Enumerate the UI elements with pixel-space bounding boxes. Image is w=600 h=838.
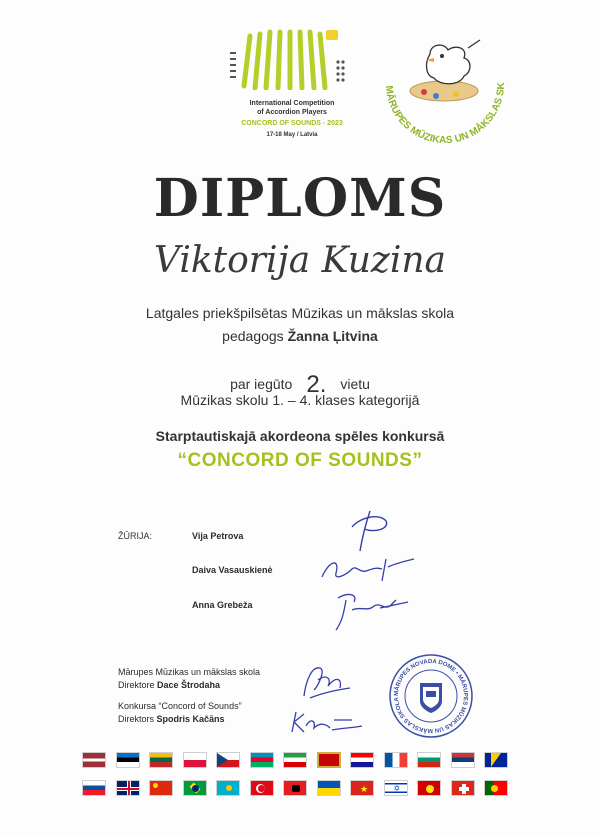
- brazil-flag: [183, 780, 207, 796]
- accordion-icon: [222, 28, 362, 90]
- signature-icon: [286, 704, 366, 738]
- signature-icon: [316, 553, 416, 587]
- bird-palette-icon: [372, 36, 512, 152]
- flags-row-1: [82, 752, 508, 768]
- uk-flag: [116, 780, 140, 796]
- director-school-line: [118, 679, 318, 692]
- serbia-flag: [451, 752, 475, 768]
- portugal-flag: [484, 780, 508, 796]
- israel-flag: ✡: [384, 780, 408, 796]
- place-after: vietu: [340, 376, 370, 392]
- slovakia-flag: [82, 780, 106, 796]
- director-contest-name: Spodris Kačāns: [156, 714, 225, 724]
- montenegro-flag: [317, 752, 341, 768]
- school-logo-text: MĀRUPES MŪZIKAS UN MĀKSLAS SK: [382, 82, 508, 147]
- jury-member: Daiva Vasauskienė: [192, 565, 273, 575]
- contest-line: Starptautiskajā akordeona spēles konkursā: [155, 428, 445, 444]
- teacher-name: Žanna Ļitvina: [287, 328, 378, 344]
- director-school-name: Dace Štrodaha: [157, 680, 221, 690]
- jury-member: Anna Grebeža: [192, 600, 253, 610]
- director-contest: Konkursa “Concord of Sounds”: [118, 701, 242, 711]
- signature-icon: [324, 588, 414, 634]
- north-macedonia-flag: [417, 780, 441, 796]
- ukraine-flag: [317, 780, 341, 796]
- director-school-title: Direktore: [118, 680, 155, 690]
- signature-icon: [296, 660, 356, 704]
- competition-logo-line2: of Accordion Players: [257, 109, 327, 116]
- poland-flag: [183, 752, 207, 768]
- latvia-flag: [82, 752, 106, 768]
- bulgaria-flag: [417, 752, 441, 768]
- estonia-flag: [116, 752, 140, 768]
- signature-icon: [330, 505, 410, 555]
- vietnam-flag: ★: [350, 780, 374, 796]
- contest-name: “CONCORD OF SOUNDS”: [177, 450, 423, 471]
- jury-member: Vija Petrova: [192, 531, 244, 541]
- jury-label: ŽŪRIJA:: [118, 531, 153, 541]
- france-flag: [384, 752, 408, 768]
- recipient-name: Viktorija Kuzina: [153, 240, 447, 281]
- teacher-line: [0, 328, 600, 344]
- competition-logo: [222, 28, 362, 148]
- bosnia-flag: [484, 752, 508, 768]
- stamp-text: MĀRUPES NOVADA DOME • MĀRUPES MŪZIKAS UN MĀKSLAS SKOLA: [393, 658, 469, 734]
- diploma-title: DIPLOMS: [153, 168, 447, 229]
- switzerland-flag: [451, 780, 475, 796]
- azerbaijan-flag: [250, 752, 274, 768]
- lithuania-flag: [149, 752, 173, 768]
- croatia-flag: [350, 752, 374, 768]
- school-logo: [372, 36, 512, 152]
- teacher-prefix: pedagogs: [222, 328, 284, 344]
- place-number: 2.: [306, 371, 327, 398]
- turkey-flag: [250, 780, 274, 796]
- director-contest-title: Direktors: [118, 714, 155, 724]
- czech-flag: [216, 752, 240, 768]
- competition-logo-line1: International Competition: [249, 100, 335, 107]
- china-flag: [149, 780, 173, 796]
- iran-flag: [283, 752, 307, 768]
- flags-strip: [82, 752, 508, 808]
- albania-flag: [283, 780, 307, 796]
- school-line: Latgales priekšpilsētas Mūzikas un mākslas skola: [145, 305, 455, 321]
- category-line: Mūzikas skolu 1. – 4. klases kategorijā: [180, 392, 420, 408]
- place-before: par iegūto: [230, 376, 293, 392]
- flags-row-2: [82, 780, 508, 796]
- director-school: Mārupes Mūzikas un mākslas skola: [118, 667, 261, 677]
- competition-logo-line3: CONCORD OF SOUNDS - 2023: [241, 120, 343, 127]
- official-stamp: [388, 653, 474, 739]
- competition-logo-line4: 17-18 May / Latvia: [266, 132, 318, 138]
- kazakhstan-flag: [216, 780, 240, 796]
